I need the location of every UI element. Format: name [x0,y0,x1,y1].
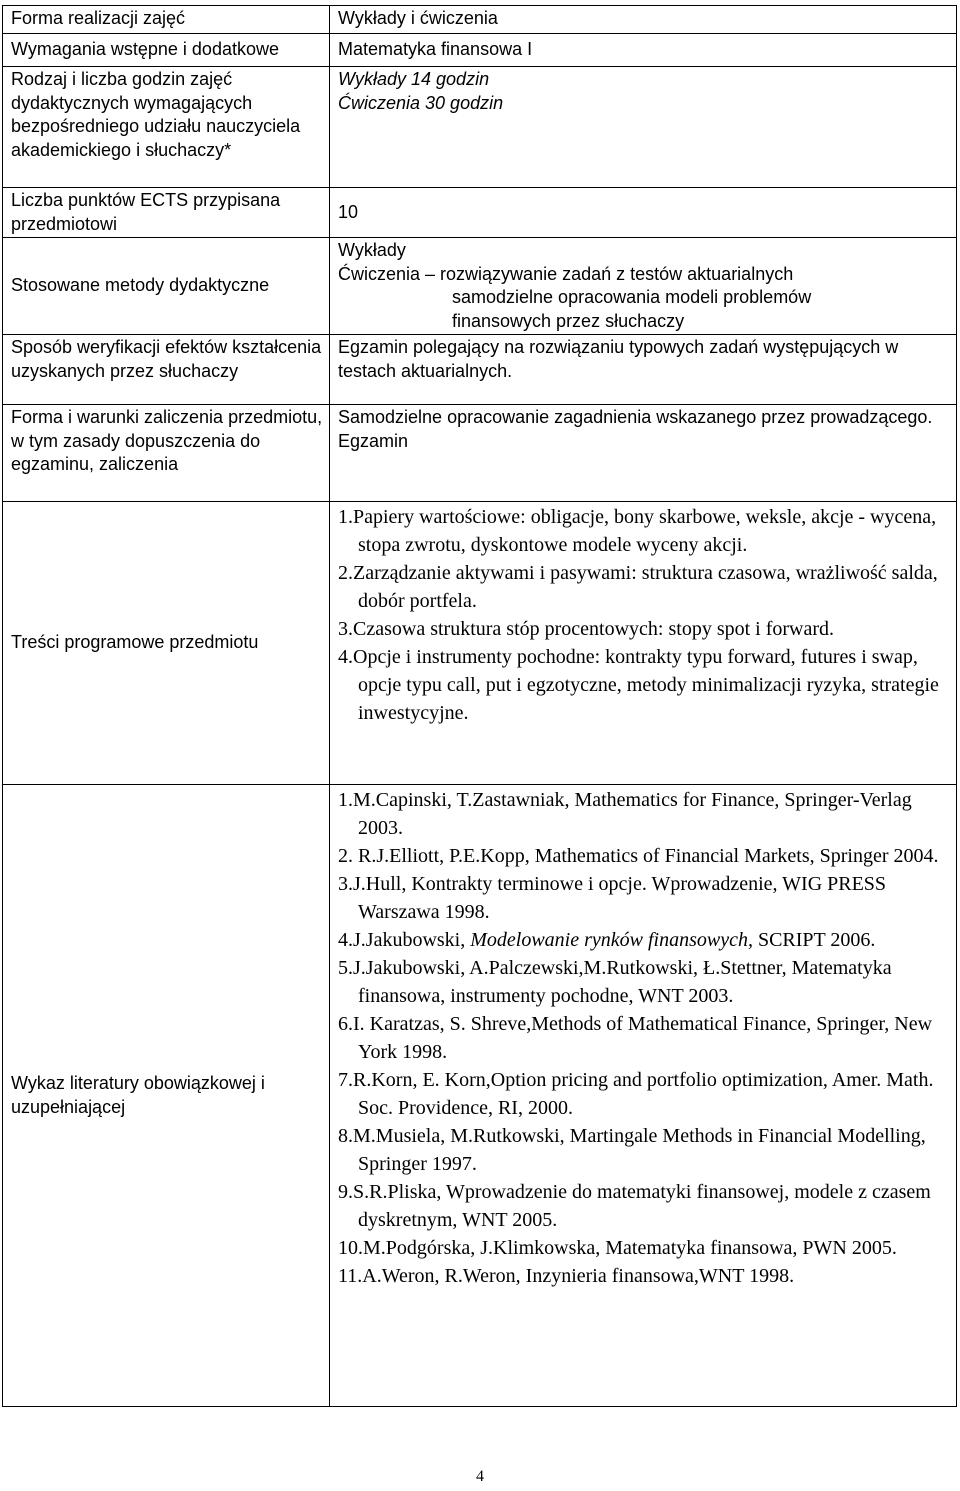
method-line: finansowych przez słuchaczy [452,310,685,331]
page-number: 4 [476,1468,484,1485]
exercise-hours: Ćwiczenia 30 godzin [338,92,504,113]
syllabus-table [2,5,957,1407]
table-row [3,188,957,238]
content-item: 4.Opcje i instrumenty pochodne: kontrakty typu forward, futures i swap, opcje typu call, put i egzotyczne, metody minimalizacji ryzyka, strategie inwestycyjne. [338,646,939,724]
reference-suffix: SCRIPT 2006. [757,929,876,951]
row-label: Forma realizacji zajęć [3,6,330,34]
row-label: Wykaz literatury obowiązkowej i uzupełniającej [3,785,330,1407]
reference-title: Modelowanie rynków finansowych, [470,929,753,951]
reference-item [338,926,950,954]
reference-item: 1.M.Capinski, T.Zastawniak, Mathematics for Finance, Springer-Verlag 2003. [338,789,912,839]
reference-item: 6.I. Karatzas, S. Shreve,Methods of Mathematical Finance, Springer, New York 1998. [338,1013,933,1063]
table-row [3,34,957,67]
row-value [330,405,957,502]
reference-item: 3.J.Hull, Kontrakty terminowe i opcje. Wprowadzenie, WIG PRESS Warszawa 1998. [338,873,887,923]
reference-item: 8.M.Musiela, M.Rutkowski, Martingale Methods in Financial Modelling, Springer 1997. [338,1125,926,1175]
content-item: 1.Papiery wartościowe: obligacje, bony skarbowe, weksle, akcje - wycena, stopa zwrotu, dyskontowe modele wyceny akcji. [338,506,937,556]
content-item: 2.Zarządzanie aktywami i pasywami: struktura czasowa, wrażliwość salda, dobór portfela. [338,562,938,612]
row-value [330,67,957,188]
row-label: Wymagania wstępne i dodatkowe [3,34,330,67]
table-row [3,502,957,785]
condition-line: Samodzielne opracowanie zagadnienia wskazanego przez prowadzącego. [338,407,933,427]
row-value: Wykłady i ćwiczenia [330,6,957,34]
row-label: Forma i warunki zaliczenia przedmiotu, w tym zasady dopuszczenia do egzaminu, zaliczenia [3,405,330,502]
row-label: Rodzaj i liczba godzin zajęć dydaktycznych wymagających bezpośredniego udziału nauczyciela akademickiego i słuchaczy* [3,67,330,188]
table-row [3,335,957,405]
row-value [330,502,957,785]
row-value [330,785,957,1407]
row-value [330,238,957,335]
reference-item: 11.A.Weron, R.Weron, Inzynieria finansowa,WNT 1998. [338,1265,795,1287]
table-row [3,6,957,34]
row-value: Matematyka finansowa I [330,34,957,67]
reference-prefix: 4.J.Jakubowski, [338,929,471,951]
row-value: Egzamin polegający na rozwiązaniu typowych zadań występujących w testach aktuarialnych. [330,335,957,405]
reference-item: 10.M.Podgórska, J.Klimkowska, Matematyka finansowa, PWN 2005. [338,1237,897,1259]
method-line: samodzielne opracowania modeli problemów [452,287,812,307]
content-item: 3.Czasowa struktura stóp procentowych: stopy spot i forward. [338,618,835,640]
row-label: Sposób weryfikacji efektów kształcenia uzyskanych przez słuchaczy [3,335,330,405]
row-label: Treści programowe przedmiotu [3,502,330,785]
table-row [3,405,957,502]
reference-item: 7.R.Korn, E. Korn,Option pricing and portfolio optimization, Amer. Math. Soc. Providence, RI, 2000. [338,1069,934,1119]
row-value: 10 [330,188,957,238]
table-row [3,67,957,188]
row-label: Stosowane metody dydaktyczne [3,238,330,335]
reference-item: 9.S.R.Pliska, Wprowadzenie do matematyki finansowej, modele z czasem dyskretnym, WNT 2005. [338,1181,931,1231]
row-label: Liczba punktów ECTS przypisana przedmiotowi [3,188,330,238]
table-row [3,238,957,335]
lecture-hours: Wykłady 14 godzin [338,69,490,89]
table-row [3,785,957,1407]
method-line: Wykłady [338,240,406,260]
method-line: Ćwiczenia – rozwiązywanie zadań z testów aktuarialnych [338,263,794,284]
condition-line: Egzamin [338,430,409,451]
reference-item: 2. R.J.Elliott, P.E.Kopp, Mathematics of Financial Markets, Springer 2004. [338,845,939,867]
reference-item: 5.J.Jakubowski, A.Palczewski,M.Rutkowski, Ł.Stettner, Matematyka finansowa, instrumenty pochodne, WNT 2003. [338,957,892,1007]
